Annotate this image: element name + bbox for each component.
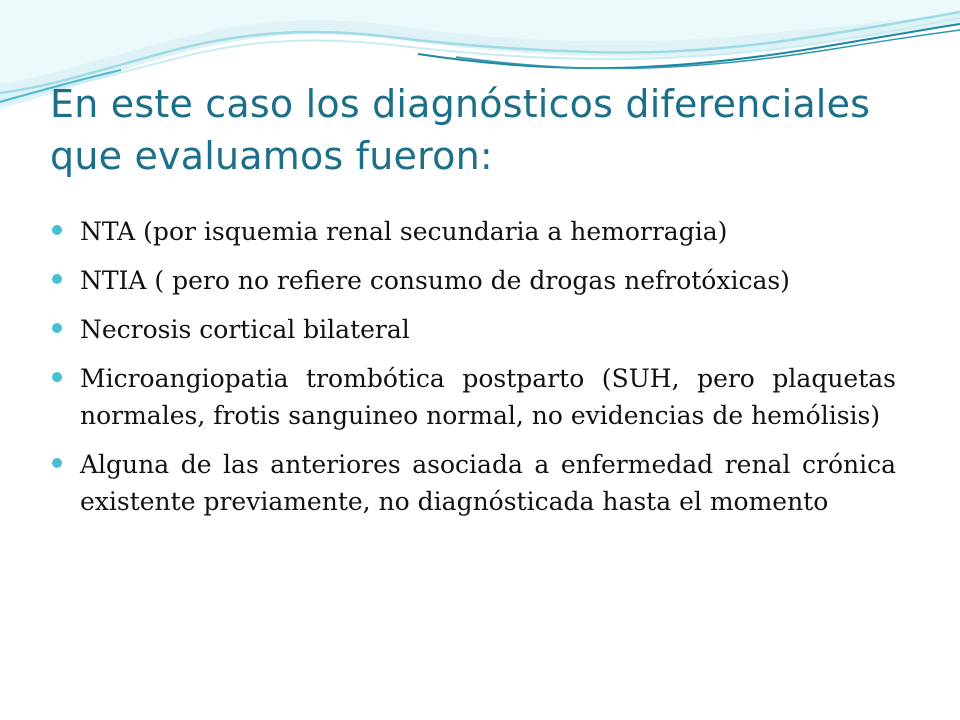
bullet-dot-icon <box>52 274 62 284</box>
bullet-text-1: NTA (por isquemia renal secundaria a hemorragia) <box>80 217 728 246</box>
bullet-item-5 <box>52 446 896 520</box>
bullet-dot-icon <box>52 323 62 333</box>
bullet-item-1 <box>52 213 896 250</box>
bullet-text-3: Necrosis cortical bilateral <box>80 315 410 344</box>
bullet-dot-icon <box>52 372 62 382</box>
bullet-dot-icon <box>52 225 62 235</box>
bullet-text-2: NTIA ( pero no refiere consumo de drogas nefrotóxicas) <box>80 266 790 295</box>
bullet-dot-icon <box>52 458 62 468</box>
page-title: En este caso los diagnósticos diferenciales que evaluamos fueron: <box>50 82 871 179</box>
bullet-item-2 <box>52 262 896 299</box>
bullet-item-3 <box>52 311 896 348</box>
bullet-item-4 <box>52 360 896 434</box>
bullet-list <box>52 213 896 532</box>
bullet-text-5: Alguna de las anteriores asociada a enfermedad renal crónica existente previamente, no diagnósticada hasta el momento <box>80 450 896 516</box>
bullet-text-4: Microangiopatia trombótica postparto (SUH, pero plaquetas normales, frotis sanguineo normal, no evidencias de hemólisis) <box>80 364 896 430</box>
